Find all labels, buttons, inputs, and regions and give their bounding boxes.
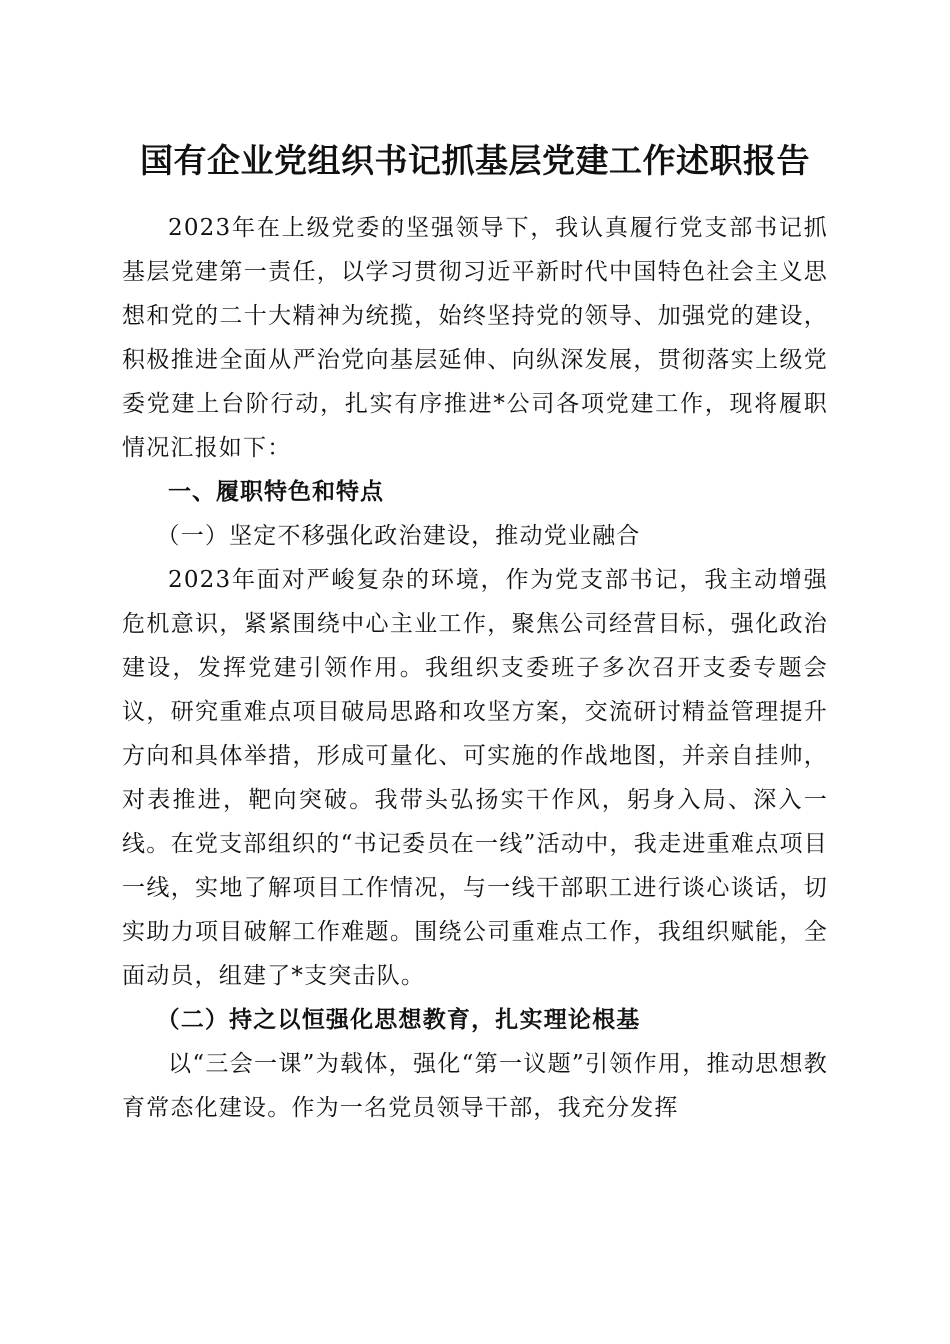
document-body bbox=[122, 206, 828, 1130]
section-heading-1: 一、履职特色和特点 bbox=[168, 479, 384, 505]
intro-paragraph: 2023年在上级党委的坚强领导下，我认真履行党支部书记抓基层党建第一责任，以学习贯彻习近平新时代中国特色社会主义思想和党的二十大精神为统揽，始终坚持党的领导、加强党的建设，积极推进全面从严治党向基层延伸、向纵深发展，贯彻落实上级党委党建上台阶行动，扎实有序推进*公司各项党建工作，现将履职情况汇报如下： bbox=[122, 215, 828, 461]
subsection-heading-2: （二）持之以恒强化思想教育，扎实理论根基 bbox=[156, 1007, 641, 1033]
subsection-paragraph-1: 2023年面对严峻复杂的环境，作为党支部书记，我主动增强危机意识，紧紧围绕中心主业工作，聚焦公司经营目标，强化政治建设，发挥党建引领作用。我组织支委班子多次召开支委专题会议，研究重难点项目破局思路和攻坚方案，交流研讨精益管理提升方向和具体举措，形成可量化、可实施的作战地图，并亲自挂帅，对表推进，靶向突破。我带头弘扬实干作风，躬身入局、深入一线。在党支部组织的“书记委员在一线”活动中，我走进重难点项目一线，实地了解项目工作情况，与一线干部职工进行谈心谈话，切实助力项目破解工作难题。围绕公司重难点工作，我组织赋能，全面动员，组建了*支突击队。 bbox=[122, 567, 828, 989]
document-title: 国有企业党组织书记抓基层党建工作述职报告 bbox=[140, 141, 810, 180]
subsection-heading-1: （一）坚定不移强化政治建设，推动党业融合 bbox=[156, 523, 641, 549]
subsection-paragraph-2: 以“三会一课”为载体，强化“第一议题”引领作用，推动思想教育常态化建设。作为一名党员领导干部，我充分发挥 bbox=[122, 1051, 828, 1121]
